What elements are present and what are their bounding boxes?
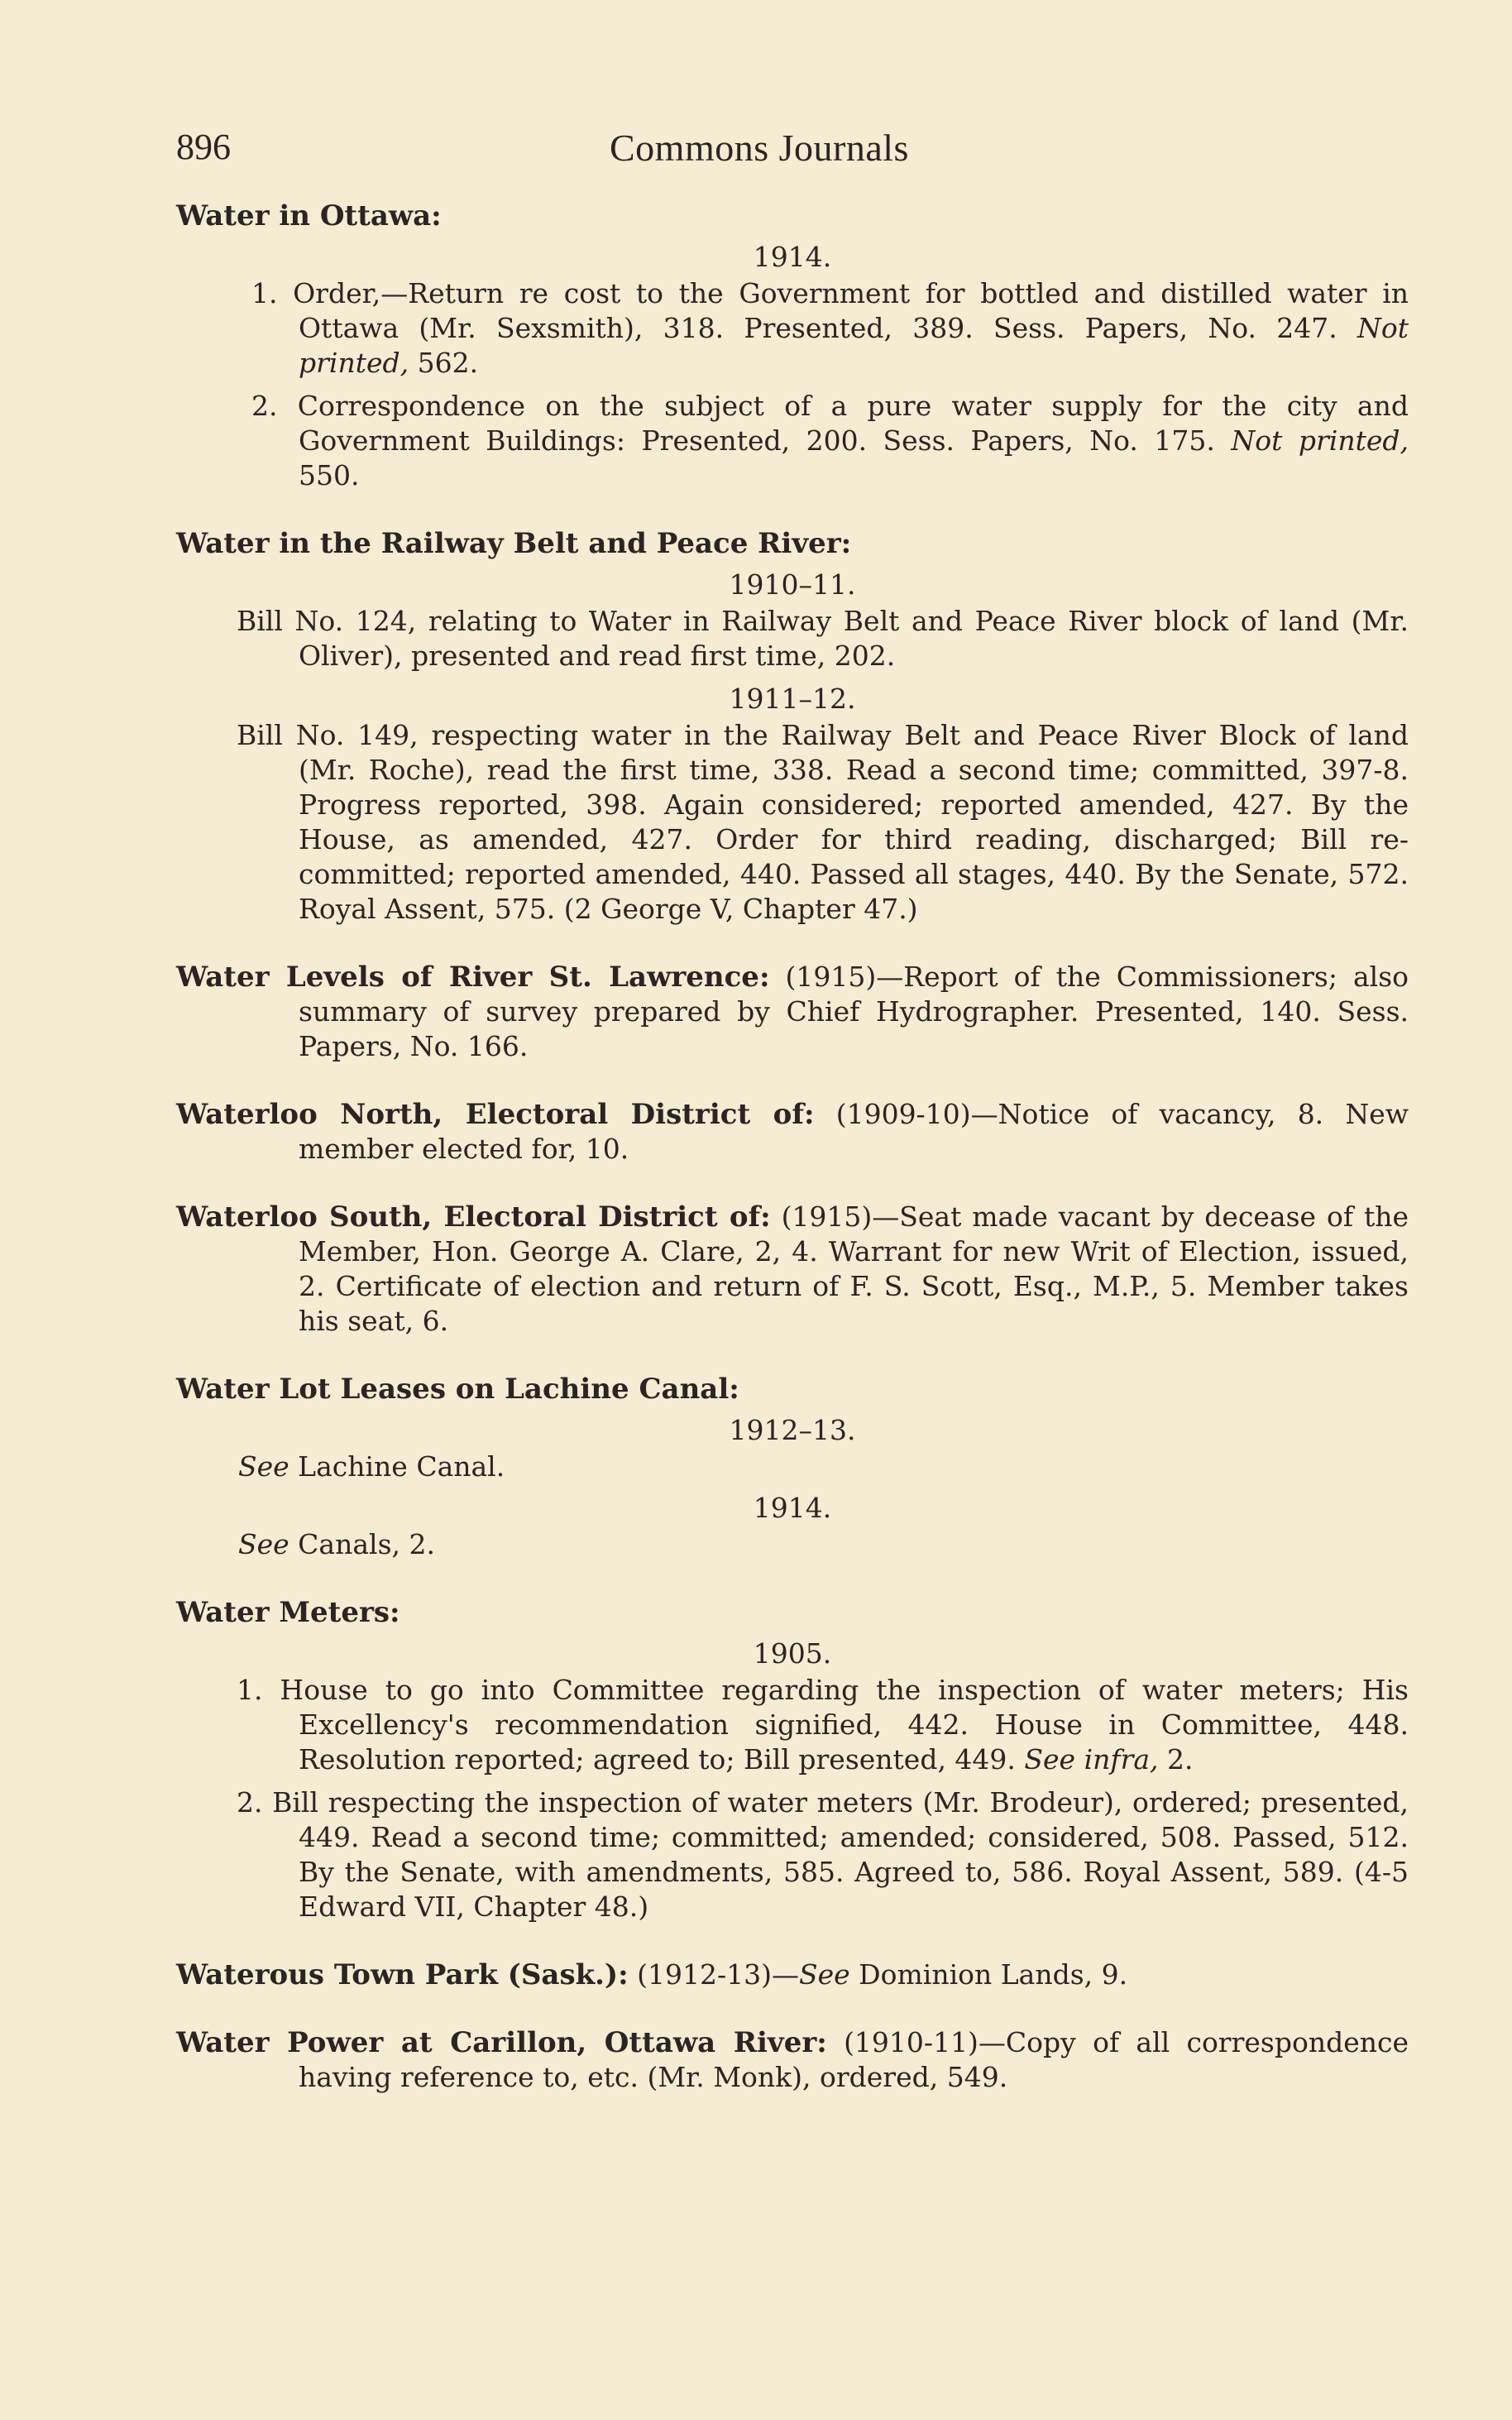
entry-heading: Water Lot Leases on Lachine Canal: (176, 1373, 739, 1406)
running-title: Commons Journals (610, 127, 909, 169)
entry-waterous: Waterous Town Park (Sask.): (1912-13)—See Dominion Lands, 9. (176, 1958, 1128, 1991)
session-year: 1911–12. (729, 683, 856, 715)
entry-railway-belt (176, 526, 1409, 927)
bill-paragraph: Bill No. 149, respecting water in the Railway Belt and Peace River Block of land (Mr. Roche), read the first time, 338. Read a second time; committed, 397-8. Progress reported, 398. Again considered; reported amended, 427. By the House, as amended, 427. Order for third reading, discharged; Bill re-committed; reported amended, 440. Passed all stages, 440. By the Senate, 572. Royal Assent, 575. (2 George V, Chapter 47.) (237, 719, 1409, 925)
entry-heading: Waterloo North, Electoral District of: (176, 1098, 815, 1131)
see-reference: See Canals, 2. (238, 1528, 435, 1560)
entry-water-power: Water Power at Carillon, Ottawa River: (1910-11)—Copy of all correspondence having reference to, etc. (Mr. Monk), ordered, 549. (176, 2026, 1409, 2093)
session-year: 1905. (753, 1637, 832, 1670)
numbered-item: 2. Bill respecting the inspection of water meters (Mr. Brodeur), ordered; presented, 449. Read a second time; committed; amended; considered, 508. Passed, 512. By the Senate, with amendments, 585. Agreed to, 586. Royal Assent, 589. (4-5 Edward VII, Chapter 48.) (237, 1786, 1409, 1923)
entry-water-in-ottawa (176, 199, 1409, 493)
session-year: 1914. (753, 1492, 832, 1524)
session-year: 1914. (753, 241, 832, 273)
entry-waterloo-south: Waterloo South, Electoral District of: (1915)—Seat made vacant by decease of the Member, Hon. George A. Clare, 2, 4. Warrant for new Writ of Election, issued, 2. Certificate of election and return of F. S. Scott, Esq., M.P., 5. Member takes his seat, 6. (176, 1200, 1409, 1337)
index-content (176, 199, 1409, 2128)
bill-paragraph: Bill No. 124, relating to Water in Railway Belt and Peace River block of land (Mr. Oliver), presented and read first time, 202. (237, 605, 1409, 672)
page-number: 896 (176, 127, 231, 167)
entry-heading: Water Levels of River St. Lawrence: (176, 961, 770, 994)
session-year: 1912–13. (729, 1414, 856, 1446)
see-reference: See Lachine Canal. (238, 1450, 505, 1483)
entry-heading: Water Power at Carillon, Ottawa River: (176, 2026, 827, 2059)
entry-heading: Waterous Town Park (Sask.): (176, 1958, 629, 1991)
entry-heading: Water in Ottawa: (176, 199, 442, 232)
entry-water-lot (176, 1372, 1409, 1562)
entry-water-levels: Water Levels of River St. Lawrence: (1915)—Report of the Commissioners; also summary of survey prepared by Chief Hydrographer. Presented, 140. Sess. Papers, No. 166. (176, 961, 1409, 1062)
entry-heading: Water in the Railway Belt and Peace River: (176, 527, 852, 560)
entry-waterloo-north: Waterloo North, Electoral District of: (1909-10)—Notice of vacancy, 8. New member elected for, 10. (176, 1098, 1409, 1165)
numbered-item: 1. House to go into Committee regarding the inspection of water meters; His Excellency's recommendation signified, 442. House in Committee, 448. Resolution reported; agreed to; Bill presented, 449. See infra, 2. (237, 1674, 1409, 1775)
numbered-item: 1. Order,—Return re cost to the Government for bottled and distilled water in Ottawa (Mr. Sexsmith), 318. Presented, 389. Sess. Papers, No. 247. Not printed, 562. (251, 277, 1409, 379)
session-year: 1910–11. (729, 568, 856, 601)
entry-heading: Water Meters: (176, 1596, 400, 1629)
entry-water-meters (176, 1595, 1409, 1924)
entry-heading: Waterloo South, Electoral District of: (176, 1200, 771, 1234)
numbered-item: 2. Correspondence on the subject of a pure water supply for the city and Government Buildings: Presented, 200. Sess. Papers, No. 175. Not printed, 550. (251, 390, 1409, 491)
